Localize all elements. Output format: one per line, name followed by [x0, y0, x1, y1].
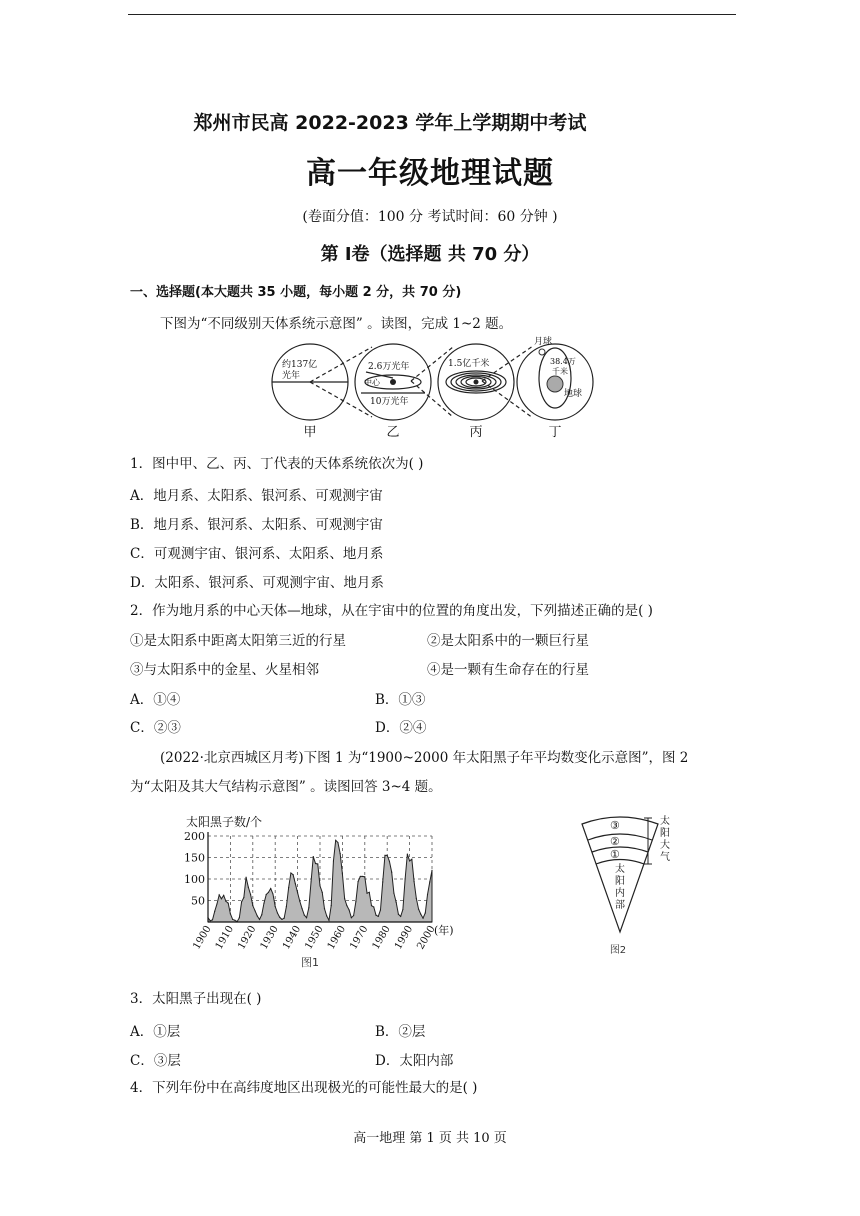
data-point — [304, 915, 305, 916]
x-tick-label: 1970 — [348, 924, 371, 952]
q2-statement-2: ②是太阳系中的一颗巨行星 — [427, 633, 589, 649]
sun-structure-figure — [578, 812, 678, 962]
label-jia-1: 约137亿 — [282, 360, 318, 370]
data-point — [411, 859, 412, 860]
intro-2-line-1: (2022·北京西城区月考)下图 1 为“1900~2000 年太阳黑子年平均数变化示意图”，图 2 — [160, 750, 689, 766]
data-point — [228, 902, 229, 903]
data-point — [250, 894, 251, 895]
data-point — [420, 914, 421, 915]
data-point — [272, 893, 273, 894]
data-point — [259, 919, 260, 920]
data-point — [425, 912, 426, 913]
x-tick-label: 1910 — [213, 924, 236, 952]
data-point — [310, 881, 311, 882]
layer-1-label: ① — [610, 848, 620, 861]
data-point — [387, 855, 388, 856]
label-dist-1: 38.4万 — [550, 357, 576, 366]
layer-3-label: ③ — [610, 819, 620, 832]
celestial-systems-figure — [268, 336, 598, 442]
data-point — [349, 909, 350, 910]
data-point — [293, 874, 294, 875]
label-jia-2: 光年 — [282, 371, 301, 381]
data-point — [232, 919, 233, 920]
data-point — [257, 915, 258, 916]
q1-stem: 1．图中甲、乙、丙、丁代表的天体系统依次为( ) — [130, 456, 424, 472]
data-point — [214, 911, 215, 912]
x-tick-label: 1980 — [370, 924, 393, 952]
data-point — [288, 887, 289, 888]
q2-stem: 2．作为地月系的中心天体—地球，从在宇宙中的位置的角度出发，下列描述正确的是( ) — [130, 603, 653, 619]
data-point — [407, 853, 408, 854]
data-point — [266, 894, 267, 895]
data-point — [402, 909, 403, 910]
data-point — [261, 914, 262, 915]
data-point — [299, 901, 300, 902]
data-point — [333, 860, 334, 861]
part-heading: 第 Ⅰ卷（选择题 共 70 分） — [320, 244, 540, 265]
x-tick-label: 1940 — [280, 924, 304, 952]
name-bing: 丙 — [469, 425, 483, 440]
data-point — [245, 877, 246, 878]
data-point — [322, 892, 323, 893]
data-point — [243, 897, 244, 898]
label-yi-center: 中心 — [364, 378, 380, 387]
q4-stem: 4．下列年份中在高纬度地区出现极光的可能性最大的是( ) — [130, 1080, 478, 1096]
data-point — [239, 917, 240, 918]
data-point — [210, 920, 211, 921]
name-jia: 甲 — [303, 425, 317, 440]
name-yi: 乙 — [386, 425, 400, 440]
data-point — [380, 909, 381, 910]
data-point — [221, 898, 222, 899]
chart-title: 太阳黑子数/个 — [186, 815, 263, 829]
data-point — [254, 910, 255, 911]
data-point — [268, 892, 269, 893]
q2-statement-3: ③与太阳系中的金星、火星相邻 — [130, 662, 319, 678]
data-point — [384, 855, 385, 856]
x-tick-label: 1950 — [303, 924, 326, 952]
q2-option-c: C．②③ — [130, 720, 181, 736]
data-point — [279, 917, 280, 918]
label-dist-2: 千米 — [552, 367, 568, 376]
x-axis-label: (年) — [434, 924, 454, 937]
data-point — [409, 860, 410, 861]
label-earth: 地球 — [564, 389, 583, 399]
data-point — [378, 916, 379, 917]
data-point — [331, 905, 332, 906]
y-tick-label: 200 — [184, 830, 205, 843]
q2-option-a: A．①④ — [130, 692, 181, 708]
label-yi-bottom: 10万光年 — [370, 397, 409, 407]
data-point — [295, 883, 296, 884]
q1-option-a: A．地月系、太阳系、银河系、可观测宇宙 — [130, 488, 383, 504]
q2-statement-4: ④是一颗有生命存在的行星 — [427, 662, 589, 678]
data-point — [360, 876, 361, 877]
data-point — [223, 895, 224, 896]
data-point — [319, 885, 320, 886]
data-point — [355, 901, 356, 902]
x-tick-label: 1930 — [258, 924, 281, 952]
data-point — [427, 894, 428, 895]
q3-option-b: B．②层 — [375, 1024, 426, 1040]
data-point — [422, 918, 423, 919]
label-yi-top: 2.6万光年 — [368, 362, 410, 372]
data-point — [357, 881, 358, 882]
data-point — [405, 878, 406, 879]
x-tick-label: 1960 — [325, 924, 348, 952]
data-point — [234, 920, 235, 921]
data-point — [373, 906, 374, 907]
data-point — [263, 902, 264, 903]
data-point — [281, 919, 282, 920]
y-tick-label: 150 — [184, 851, 205, 865]
data-point — [335, 840, 336, 841]
y-tick-label: 50 — [191, 894, 205, 908]
exam-info: (卷面分值：100 分 考试时间：60 分钟 ) — [302, 209, 558, 225]
sun-atmosphere-label: 太阳大气 — [660, 816, 670, 863]
figure-2-caption: 图2 — [609, 945, 627, 956]
data-point — [248, 887, 249, 888]
data-point — [382, 881, 383, 882]
data-point — [328, 920, 329, 921]
section-heading: 一、选择题(本大题共 35 小题，每小题 2 分，共 70 分) — [130, 285, 462, 300]
x-tick-label: 1900 — [191, 924, 214, 952]
data-point — [369, 892, 370, 893]
data-point — [400, 916, 401, 917]
data-point — [216, 903, 217, 904]
q3-stem: 3．太阳黑子出现在( ) — [130, 991, 262, 1007]
q2-option-d: D．②④ — [375, 720, 427, 736]
school-exam-name: 郑州市民高 2022-2023 学年上学期期中考试 — [193, 112, 587, 134]
data-point — [398, 914, 399, 915]
page-title: 高一年级地理试题 — [306, 156, 554, 191]
data-point — [396, 902, 397, 903]
q2-option-b: B．①③ — [375, 692, 426, 708]
top-rule — [128, 14, 736, 15]
data-point — [389, 861, 390, 862]
data-point — [317, 863, 318, 864]
q2-statement-1: ①是太阳系中距离太阳第三近的行星 — [130, 633, 346, 649]
q1-option-d: D．太阳系、银河系、可观测宇宙、地月系 — [130, 575, 384, 591]
data-point — [344, 898, 345, 899]
sun-interior-label: 太阳内部 — [615, 864, 625, 911]
data-point — [219, 894, 220, 895]
data-point — [362, 876, 363, 877]
data-point — [225, 901, 226, 902]
q1-option-c: C．可观测宇宙、银河系、太阳系、地月系 — [130, 546, 384, 562]
sunspot-area-series — [208, 840, 432, 922]
data-point — [252, 905, 253, 906]
data-point — [313, 856, 314, 857]
label-moon: 月球 — [534, 337, 553, 347]
data-point — [308, 907, 309, 908]
intro-2-line-2: 为“太阳及其大气结构示意图” 。读图回答 3~4 题。 — [130, 779, 442, 795]
data-point — [301, 908, 302, 909]
page-footer: 高一地理 第 1 页 共 10 页 — [353, 1131, 507, 1146]
q3-option-d: D．太阳内部 — [375, 1053, 454, 1069]
data-point — [324, 908, 325, 909]
layer-2-label: ② — [610, 835, 620, 848]
data-point — [297, 892, 298, 893]
x-tick-label: 2000 — [415, 924, 438, 952]
data-point — [212, 919, 213, 920]
data-point — [413, 881, 414, 882]
data-point — [286, 906, 287, 907]
data-point — [326, 915, 327, 916]
name-ding: 丁 — [548, 425, 562, 440]
data-point — [429, 881, 430, 882]
y-tick-label: 100 — [184, 873, 205, 886]
data-point — [340, 853, 341, 854]
data-point — [364, 876, 365, 877]
data-point — [418, 909, 419, 910]
data-point — [351, 917, 352, 918]
data-point — [393, 893, 394, 894]
label-bing: 1.5亿千米 — [448, 359, 490, 369]
data-point — [277, 912, 278, 913]
figure-1-caption: 图1 — [301, 956, 319, 969]
data-point — [306, 917, 307, 918]
data-point — [275, 906, 276, 907]
x-tick-label: 1990 — [392, 924, 416, 952]
data-point — [431, 870, 432, 871]
data-point — [290, 872, 291, 873]
data-point — [230, 913, 231, 914]
data-point — [366, 893, 367, 894]
data-point — [391, 872, 392, 873]
sunspot-chart — [180, 812, 470, 972]
data-point — [353, 915, 354, 916]
x-tick-label: 1920 — [236, 924, 259, 952]
data-point — [315, 863, 316, 864]
data-point — [241, 901, 242, 902]
intro-1: 下图为“不同级别天体系统示意图” 。读图，完成 1~2 题。 — [160, 316, 513, 332]
data-point — [371, 905, 372, 906]
q1-option-b: B．地月系、银河系、太阳系、可观测宇宙 — [130, 517, 383, 533]
data-point — [337, 842, 338, 843]
data-point — [346, 905, 347, 906]
data-point — [416, 898, 417, 899]
data-point — [342, 873, 343, 874]
q3-option-c: C．③层 — [130, 1053, 181, 1069]
data-point — [375, 915, 376, 916]
data-point — [284, 918, 285, 919]
data-point — [270, 888, 271, 889]
q3-option-a: A．①层 — [130, 1024, 181, 1040]
